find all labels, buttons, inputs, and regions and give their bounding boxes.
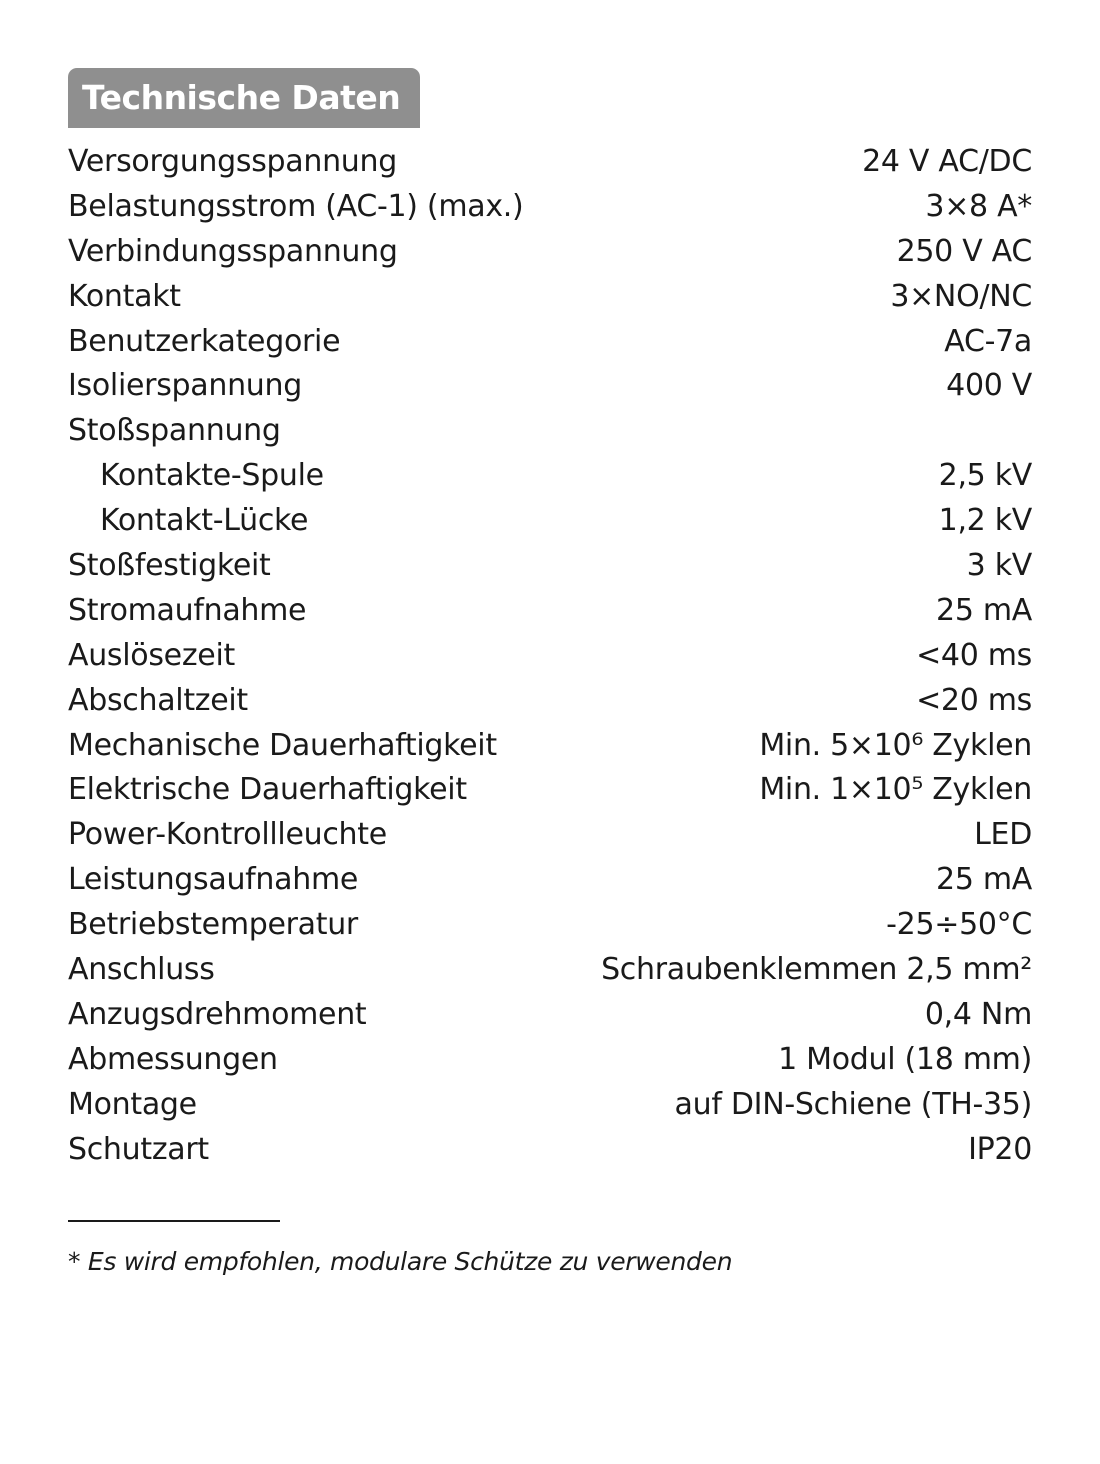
spec-label: Auslösezeit	[68, 637, 235, 673]
section-title: Technische Daten	[68, 68, 420, 128]
spec-value: 3×8 A*	[925, 188, 1032, 224]
spec-value: 25 mA	[936, 862, 1032, 898]
spec-row	[68, 185, 1032, 230]
spec-row	[68, 1083, 1032, 1128]
spec-value: <20 ms	[916, 682, 1032, 718]
spec-row	[68, 903, 1032, 948]
spec-row	[68, 634, 1032, 679]
spec-label: Power-Kontrollleuchte	[68, 817, 387, 853]
spec-row	[68, 589, 1032, 634]
spec-label: Versorgungsspannung	[68, 144, 397, 179]
spec-label: Anzugsdrehmoment	[68, 996, 367, 1032]
spec-label: Anschluss	[68, 952, 215, 988]
spec-label: Verbindungsspannung	[68, 233, 398, 269]
spec-row	[68, 993, 1032, 1038]
spec-row	[68, 320, 1032, 365]
spec-row	[68, 724, 1032, 769]
spec-row	[68, 409, 1032, 454]
spec-row	[68, 813, 1032, 858]
spec-value: 2,5 kV	[938, 458, 1032, 494]
spec-label: Belastungsstrom (AC-1) (max.)	[68, 188, 524, 224]
spec-subrow	[68, 454, 1032, 499]
spec-value: 3×NO/NC	[890, 278, 1032, 314]
spec-value: 25 mA	[936, 592, 1032, 628]
spec-label: Leistungsaufnahme	[68, 862, 359, 898]
spec-value: 3 kV	[966, 548, 1032, 584]
spec-value: Schraubenklemmen 2,5 mm²	[601, 952, 1032, 988]
spec-label: Abschaltzeit	[68, 682, 248, 718]
spec-label: Stoßspannung	[68, 413, 281, 449]
spec-value: 0,4 Nm	[924, 996, 1032, 1032]
spec-value: LED	[974, 817, 1032, 853]
spec-label: Abmessungen	[68, 1041, 278, 1077]
spec-label: Kontakte-Spule	[100, 458, 324, 494]
spec-row	[68, 1038, 1032, 1083]
spec-label: Benutzerkategorie	[68, 323, 341, 359]
spec-value: auf DIN-Schiene (TH-35)	[674, 1086, 1032, 1122]
spec-value: -25÷50°C	[886, 907, 1032, 943]
spec-row	[68, 858, 1032, 903]
spec-label: Montage	[68, 1086, 197, 1122]
spec-value: 24 V AC/DC	[862, 144, 1032, 179]
spec-row	[68, 364, 1032, 409]
spec-subrow	[68, 499, 1032, 544]
spec-row	[68, 275, 1032, 320]
spec-label: Stoßfestigkeit	[68, 548, 271, 584]
footnote-divider	[68, 1220, 280, 1222]
spec-value: 250 V AC	[896, 233, 1032, 269]
spec-table	[68, 140, 1032, 1172]
spec-label: Elektrische Dauerhaftigkeit	[68, 772, 467, 808]
spec-value: Min. 5×10⁶ Zyklen	[759, 727, 1032, 763]
spec-value: 1 Modul (18 mm)	[778, 1041, 1032, 1077]
spec-value: Min. 1×10⁵ Zyklen	[759, 772, 1032, 808]
spec-value: 400 V	[946, 368, 1032, 404]
spec-label: Stromaufnahme	[68, 592, 307, 628]
spec-label: Isolierspannung	[68, 368, 302, 404]
spec-row	[68, 230, 1032, 275]
spec-row	[68, 768, 1032, 813]
spec-value: 1,2 kV	[938, 503, 1032, 539]
spec-row	[68, 544, 1032, 589]
spec-label: Kontakt-Lücke	[100, 503, 309, 539]
spec-label: Betriebstemperatur	[68, 907, 358, 943]
spec-row	[68, 140, 1032, 185]
footnote: * Es wird empfohlen, modulare Schütze zu verwenden	[68, 1247, 733, 1276]
spec-value: AC-7a	[944, 323, 1032, 359]
spec-row	[68, 948, 1032, 993]
spec-label: Kontakt	[68, 278, 181, 314]
spec-row	[68, 679, 1032, 724]
spec-value: <40 ms	[916, 637, 1032, 673]
spec-label: Mechanische Dauerhaftigkeit	[68, 727, 497, 763]
spec-row	[68, 1128, 1032, 1173]
spec-value: IP20	[968, 1131, 1032, 1167]
spec-label: Schutzart	[68, 1131, 209, 1167]
